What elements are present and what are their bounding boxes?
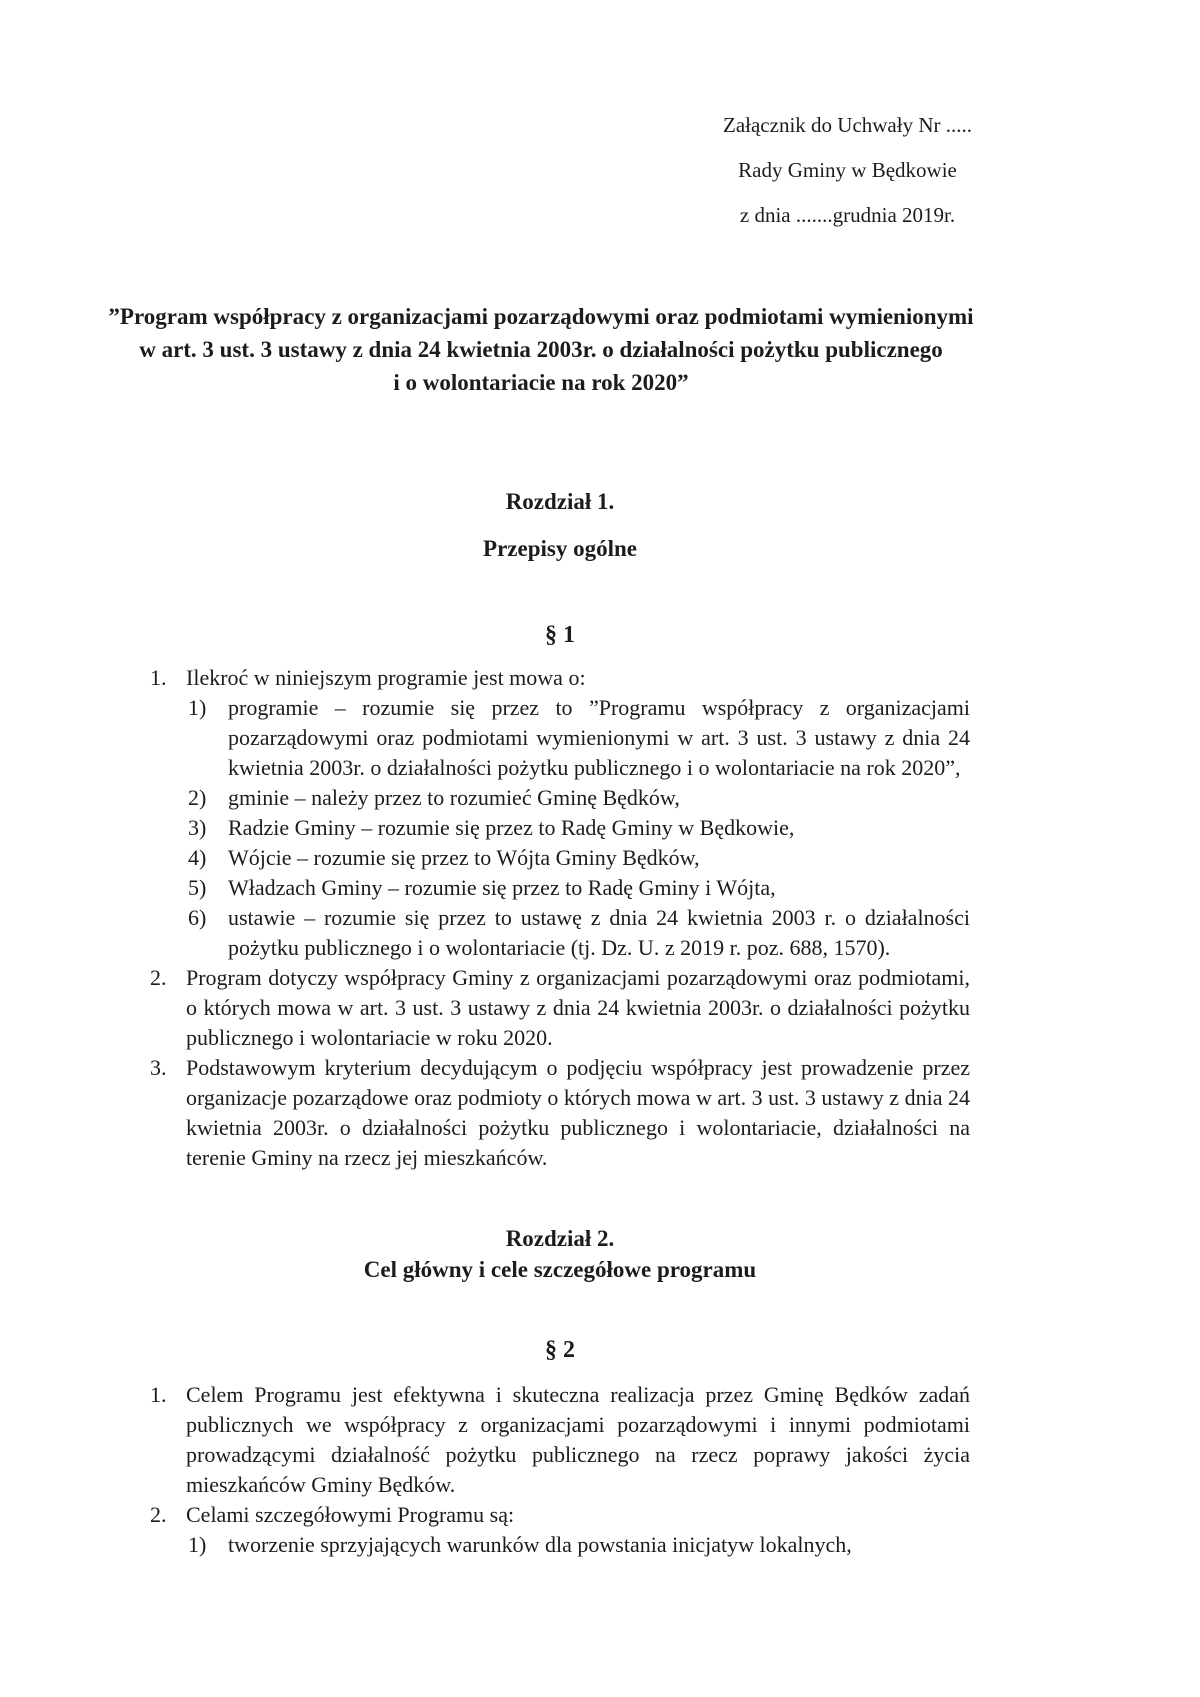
list-subitem — [188, 843, 970, 873]
list-subitem-number: 4) — [188, 845, 207, 870]
list-subitem-text: ustawie – rozumie się przez to ustawę z dnia 24 kwietnia 2003 r. o działalności pożytku publicznego i o wolontariacie (tj. Dz. U. z 2019 r. poz. 688, 1570). — [228, 905, 970, 960]
list-item-text: Podstawowym kryterium decydującym o podjęciu współpracy jest prowadzenie przez organizacje pozarządowe oraz podmioty o których mowa w art. 3 ust. 3 ustawy z dnia 24 kwietnia 2003r. o działalności pożytku publicznego i wolontariacie, działalności na terenie Gminy na rzecz jej mieszkańców. — [186, 1055, 970, 1170]
section-1-symbol: § 1 — [545, 622, 575, 648]
chapter-1-subheading: Przepisy ogólne — [483, 536, 637, 561]
list-subitems — [188, 693, 970, 963]
list-item — [150, 1500, 970, 1560]
list-subitem — [188, 903, 970, 963]
list-item — [150, 663, 970, 963]
list-subitem-number: 1) — [188, 695, 207, 720]
chapter-2-subheading: Cel główny i cele szczegółowe programu — [363, 1257, 757, 1282]
list-subitem-number: 2) — [188, 785, 207, 810]
reference-line-council: Rady Gminy w Będkowie — [738, 158, 957, 182]
list-subitem — [188, 873, 970, 903]
list-subitem-number: 1) — [188, 1532, 207, 1557]
document-title-line-2: w art. 3 ust. 3 ustawy z dnia 24 kwietnia 2003r. o działalności pożytku publicznego — [139, 337, 943, 362]
list-item — [150, 1053, 970, 1173]
chapter-2-heading: Rozdział 2. — [505, 1226, 615, 1251]
list-item-text: Ilekroć w niniejszym programie jest mowa o: — [186, 665, 586, 690]
list-subitem-text: Radzie Gminy – rozumie się przez to Radę Gminy w Będkowie, — [228, 815, 795, 840]
chapter-1-ordered-list — [150, 663, 970, 1173]
list-item-number: 1. — [150, 1382, 167, 1407]
list-subitem-text: Wójcie – rozumie się przez to Wójta Gminy Będków, — [228, 845, 700, 870]
list-subitem-number: 6) — [188, 905, 207, 930]
chapter-2-heading-block — [150, 1223, 970, 1285]
chapter-1-heading: Rozdział 1. — [505, 489, 615, 514]
list-item-row — [150, 663, 970, 693]
list-subitem — [188, 1530, 970, 1560]
chapter-1-heading-block — [150, 478, 970, 572]
list-item-text: Celami szczegółowymi Programu są: — [186, 1502, 515, 1527]
list-subitem — [188, 813, 970, 843]
attachment-reference-inner — [723, 103, 972, 238]
list-subitem-number: 5) — [188, 875, 207, 900]
list-subitem — [188, 693, 970, 783]
document-title — [104, 300, 978, 399]
list-subitems — [188, 1530, 970, 1560]
chapter-2-ordered-list — [150, 1380, 970, 1560]
list-subitem-number: 3) — [188, 815, 207, 840]
list-item — [150, 963, 970, 1053]
attachment-reference-block — [0, 103, 972, 238]
section-2-symbol: § 2 — [545, 1337, 575, 1363]
list-item-number: 3. — [150, 1055, 167, 1080]
list-item-row — [150, 1500, 970, 1530]
list-subitem-text: Władzach Gminy – rozumie się przez to Radę Gminy i Wójta, — [228, 875, 776, 900]
list-subitem-text: programie – rozumie się przez to ”Programu współpracy z organizacjami pozarządowymi oraz podmiotami wymienionymi w art. 3 ust. 3 ustawy z dnia 24 kwietnia 2003r. o działalności pożytku publicznego i o wolontariacie na rok 2020”, — [228, 695, 970, 780]
document-title-line-3: i o wolontariacie na rok 2020” — [393, 370, 689, 395]
list-item-number: 2. — [150, 965, 167, 990]
reference-line-date: z dnia .......grudnia 2019r. — [739, 203, 956, 227]
reference-line-attachment: Załącznik do Uchwały Nr ..... — [723, 113, 972, 137]
list-item-number: 2. — [150, 1502, 167, 1527]
list-subitem-text: tworzenie sprzyjających warunków dla powstania inicjatyw lokalnych, — [228, 1532, 852, 1557]
list-subitem-text: gminie – należy przez to rozumieć Gminę Będków, — [228, 785, 680, 810]
list-item-number: 1. — [150, 665, 167, 690]
list-item-text: Program dotyczy współpracy Gminy z organizacjami pozarządowymi oraz podmiotami, o których mowa w art. 3 ust. 3 ustawy z dnia 24 kwietnia 2003r. o działalności pożytku publicznego i wolontariacie w roku 2020. — [186, 965, 970, 1050]
document-title-line-1: ”Program współpracy z organizacjami pozarządowymi oraz podmiotami wymienionymi — [108, 304, 974, 329]
list-item — [150, 1380, 970, 1500]
list-item-text: Celem Programu jest efektywna i skuteczna realizacja przez Gminę Będków zadań publicznych we współpracy z organizacjami pozarządowymi i innymi podmiotami prowadzącymi działalność pożytku publicznego na rzecz poprawy jakości życia mieszkańców Gminy Będków. — [186, 1382, 970, 1497]
list-subitem — [188, 783, 970, 813]
